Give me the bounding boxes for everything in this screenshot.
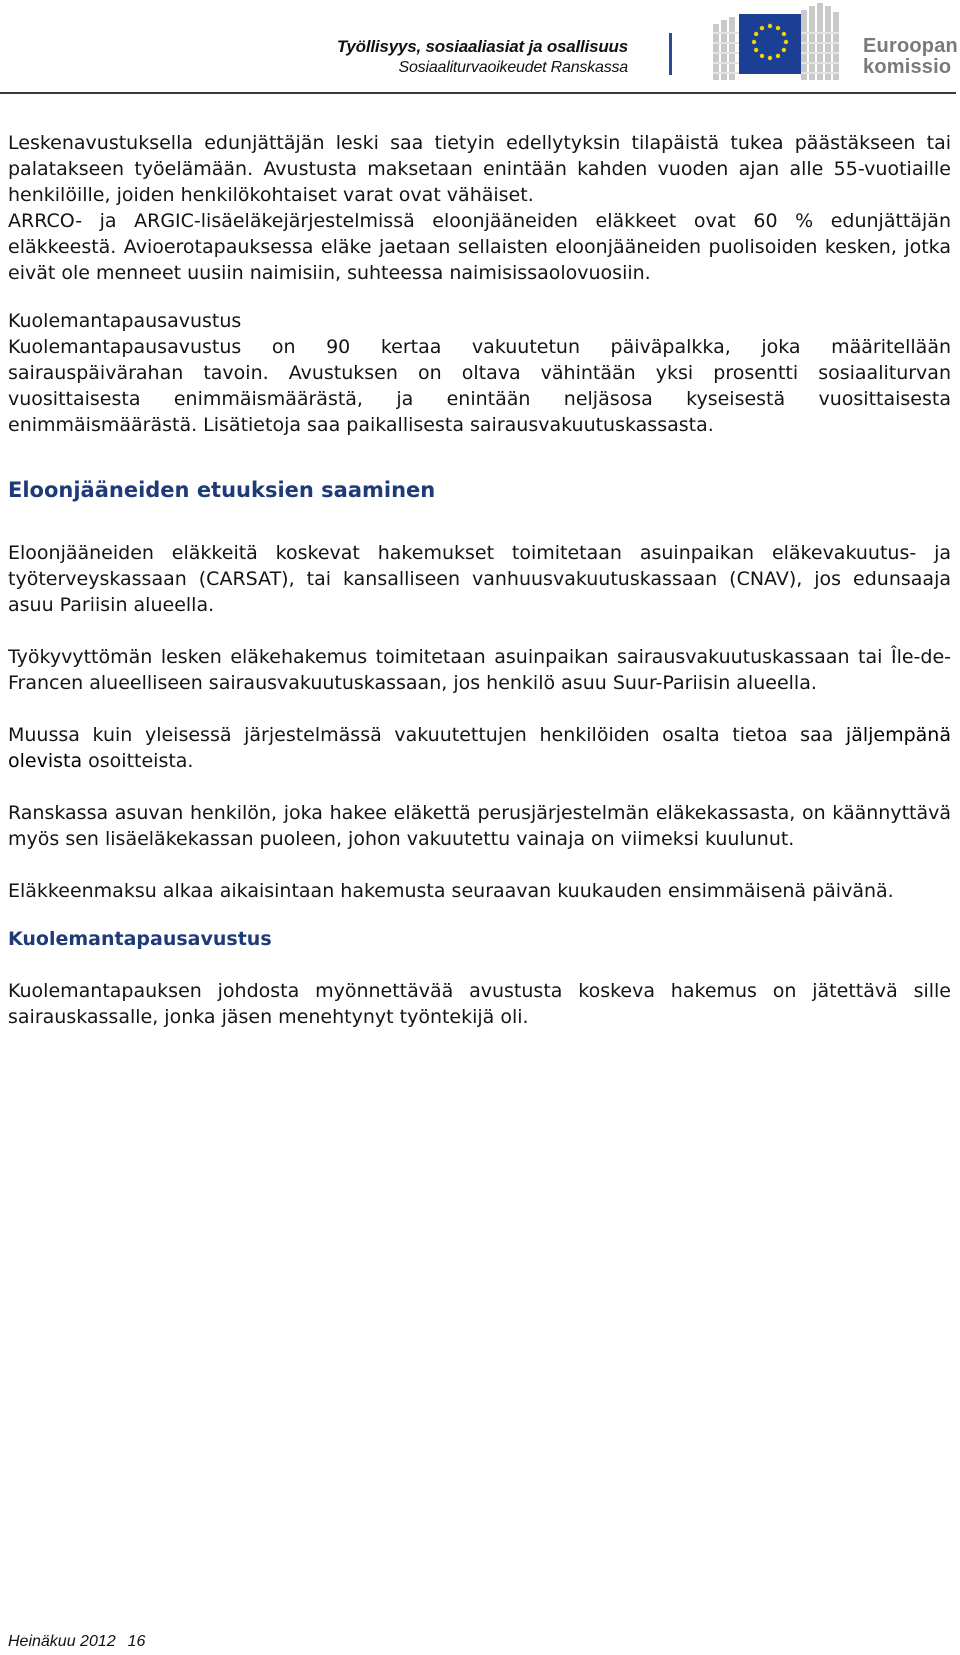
header-title: Työllisyys, sosiaaliasiat ja osallisuus [336,37,628,56]
header-divider [669,33,672,75]
spacer [8,438,951,476]
spacer [8,696,951,722]
spacer [8,504,951,540]
paragraph-widow-allowance: Leskenavustuksella edunjättäjän leski saa tietyin edellytyksin tilapäistä tukea päästäkseen tai palatakseen työelämään. Avustusta maksetaan enintään kahden vuoden ajan alle 55-vuotiaille henkilöille, joiden henkilökohtaiset varat ovat vähäiset. [8,132,951,206]
header-subtitle: Sosiaaliturvaoikeudet Ranskassa [398,59,628,76]
header-rule [0,92,956,94]
paragraph-death-grant: Kuolemantapausavustus on 90 kertaa vakuutetun päiväpalkka, joka määritellään sairauspäivärahan tavoin. Avustuksen on oltava vähintään yksi prosentti sosiaaliturvan vuosittaisesta enimmäismäärästä, ja enintään neljäsosa kyseisestä vuosittaisesta enimmäismäärästä. Lisätietoja saa paikallisesta sairausvakuutuskassasta. [8,336,951,436]
logo-line-1: Euroopan [863,35,958,57]
header-titles [337,36,628,78]
page-footer [8,1633,145,1651]
paragraph-supplementary-fund: Ranskassa asuvan henkilön, joka hakee eläkettä perusjärjestelmän eläkekassasta, on käännyttävä myös sen lisäeläkekassan puoleen, johon vakuutettu vainaja on viimeksi kuulunut. [8,802,951,850]
document-body [8,130,951,1030]
paragraph-other-schemes-text-b: osoitteista. [82,750,194,772]
logo-wordmark [863,36,958,78]
spacer [8,286,951,308]
section-heading-death-grant: Kuolemantapausavustus [8,928,272,950]
european-commission-logo [711,2,956,80]
paragraph-arrco-argic: ARRCO- ja ARGIC-lisäeläkejärjestelmissä eloonjääneiden eläkkeet ovat 60 % edunjättäjän eläkkeestä. Avioerotapauksessa eläke jaetaan sellaisten eloonjääneiden puolisoiden kesken, jotka eivät ole menneet uusiin naimisiin, suhteessa naimisissaolovuosiin. [8,210,951,284]
section-heading-survivors-benefits: Eloonjääneiden etuuksien saaminen [8,478,436,502]
paragraph-invalid-widow-pension: Työkyvyttömän lesken eläkehakemus toimitetaan asuinpaikan sairausvakuutuskassaan tai Île-de-Francen alueelliseen sairausvakuutuskassaan, jos henkilö asuu Suur-Pariisin alueella. [8,646,951,694]
commission-building-icon [711,2,841,80]
paragraph-payment-start: Eläkkeenmaksu alkaa aikaisintaan hakemusta seuraavan kuukauden ensimmäisenä päivänä. [8,880,894,902]
footer-date: Heinäkuu 2012 [8,1633,116,1650]
spacer [8,904,951,926]
paragraph-other-schemes [8,722,951,774]
logo-line-2: komissio [863,56,952,78]
spacer [8,952,951,978]
paragraph-other-schemes-text-a: Muussa kuin yleisessä järjestelmässä vakuutettujen henkilöiden osalta tietoa saa [8,724,846,746]
spacer [8,618,951,644]
addresses-link[interactable]: jäljempänä olevista [8,724,951,772]
page-header [0,0,960,95]
paragraph-death-grant-application: Kuolemantapauksen johdosta myönnettävää avustusta koskeva hakemus on jätettävä sille sairauskassalle, jonka jäsen menehtynyt työntekijä oli. [8,980,951,1028]
paragraph-survivor-applications: Eloonjääneiden eläkkeitä koskevat hakemukset toimitetaan asuinpaikan eläkevakuutus- ja työterveyskassaan (CARSAT), tai kansalliseen vanhuusvakuutuskassaan (CNAV), jos edunsaaja asuu Pariisin alueella. [8,542,951,616]
paragraph-death-grant-title: Kuolemantapausavustus [8,310,242,332]
spacer [8,774,951,800]
spacer [8,852,951,878]
footer-page-number: 16 [127,1633,146,1650]
